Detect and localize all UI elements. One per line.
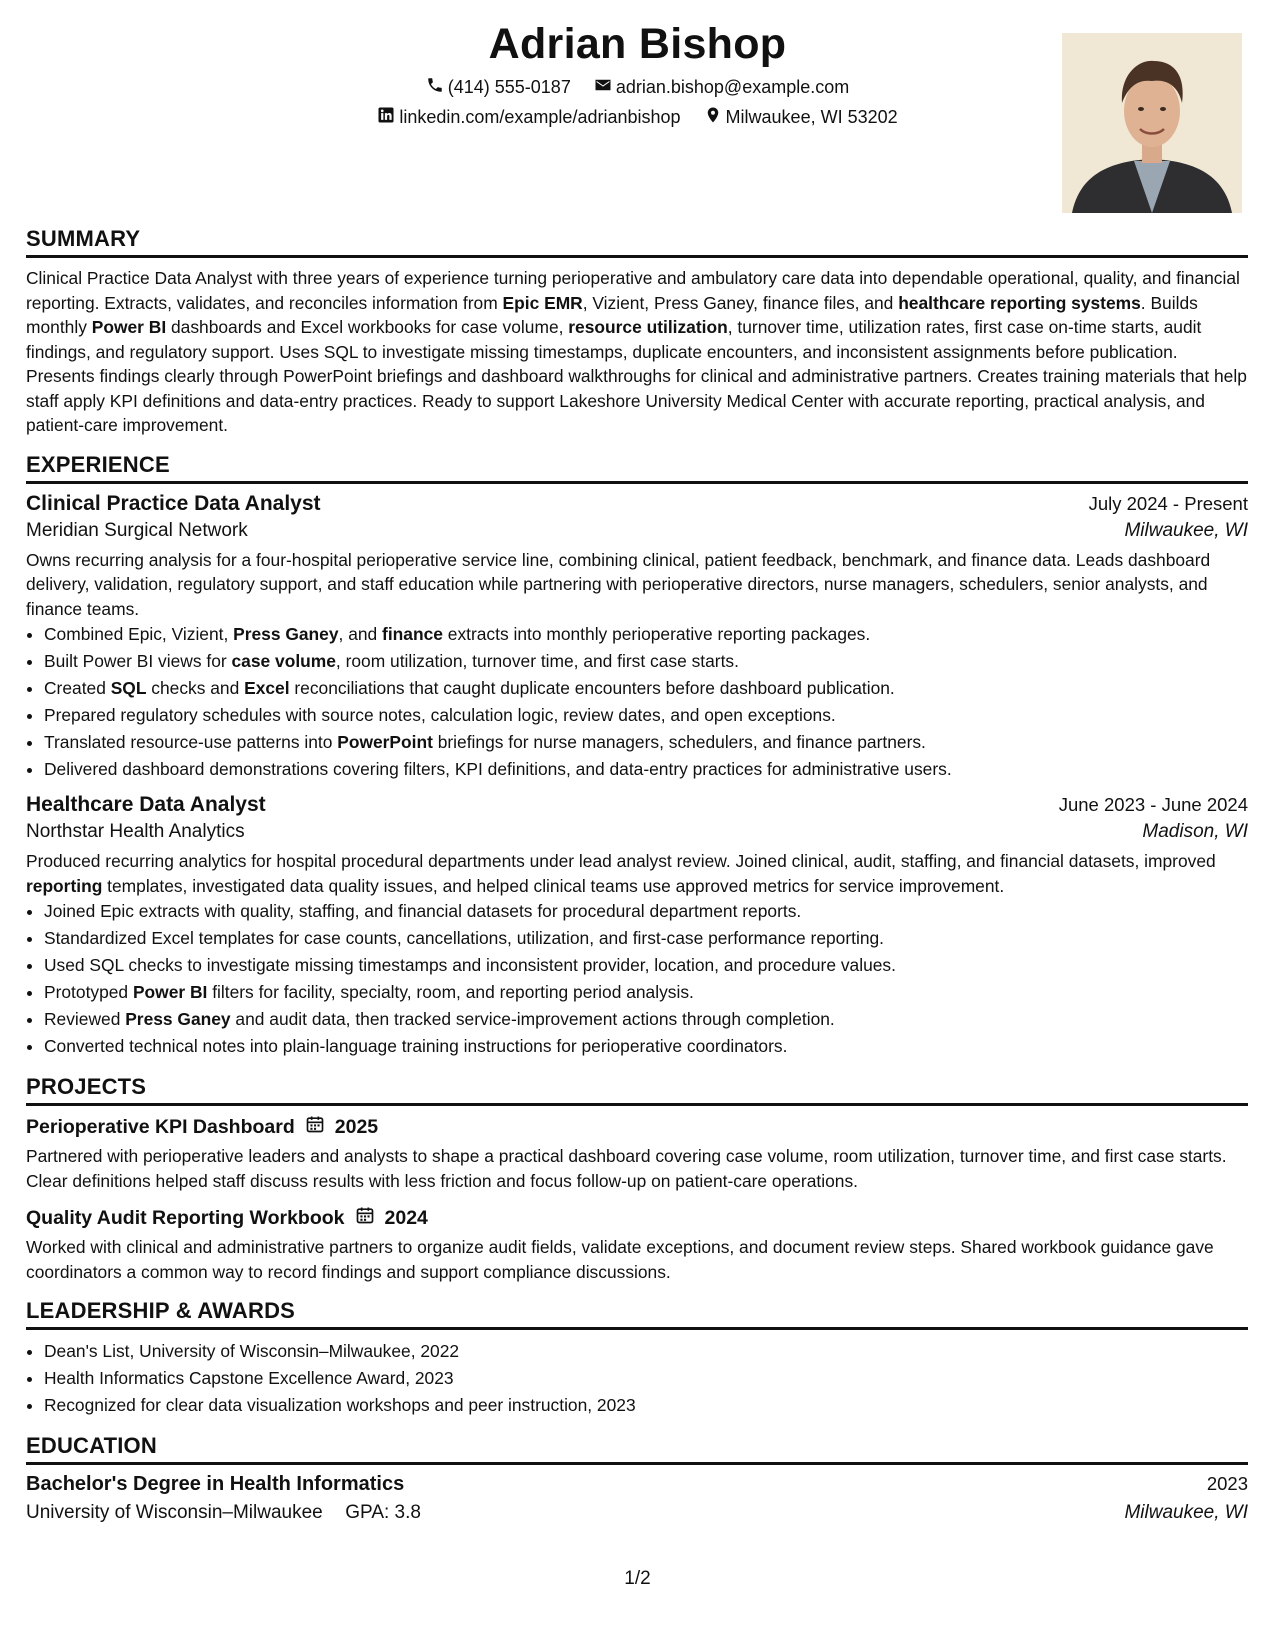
envelope-icon	[594, 76, 612, 99]
text-run: Prepared regulatory schedules with source notes, calculation logic, review dates, and open exceptions.	[44, 705, 836, 725]
bullet-item	[44, 621, 1248, 648]
phone-icon	[426, 76, 444, 99]
bold-text: resource utilization	[568, 317, 728, 337]
candidate-name: Adrian Bishop	[488, 20, 787, 68]
job-bullets	[26, 621, 1248, 783]
email-contact[interactable]	[594, 76, 849, 99]
bold-text: Excel	[244, 678, 290, 698]
award-item: • Dean's List, University of Wisconsin–Milwaukee, 2022	[44, 1338, 1248, 1365]
projects-heading: PROJECTS	[26, 1074, 1248, 1106]
summary-heading: SUMMARY	[26, 226, 1248, 258]
text-run: Delivered dashboard demonstrations covering filters, KPI definitions, and data-entry practices for administrative users.	[44, 759, 952, 779]
summary-section	[26, 226, 1248, 438]
text-run: filters for facility, specialty, room, and reporting period analysis.	[207, 982, 694, 1002]
bold-text: healthcare reporting systems	[898, 292, 1141, 313]
project-description: Worked with clinical and administrative partners to organize audit fields, validate exceptions, and document review steps. Shared workbook guidance gave coordinators a common way to record findings and support compliance discussions.	[26, 1237, 1214, 1282]
job-title: Healthcare Data Analyst	[26, 793, 266, 816]
linkedin-url[interactable]: linkedin.com/example/adrianbishop	[399, 107, 681, 127]
text-run: Created	[44, 678, 111, 698]
bold-text: case volume	[231, 651, 336, 671]
school-name: University of Wisconsin–Milwaukee	[26, 1502, 323, 1523]
project-name: Quality Audit Reporting Workbook	[26, 1206, 345, 1229]
job-description: Owns recurring analysis for a four-hospital perioperative service line, combining clinical, patient feedback, benchmark, and finance data. Leads dashboard delivery, validation, regulatory support, and staff education while partnering with perioperative directors, nurse managers, schedulers, senior analysts, and finance teams.	[26, 549, 1211, 619]
leadership-heading: LEADERSHIP & AWARDS	[26, 1298, 1248, 1330]
text-run: , and	[338, 624, 383, 644]
bold-text: Power BI	[91, 317, 167, 337]
text-run: and audit data, then tracked service-improvement actions through completion.	[230, 1009, 835, 1029]
bullet-item	[44, 675, 1248, 702]
page-number: 1/2	[624, 1568, 651, 1589]
experience-heading: EXPERIENCE	[26, 452, 1248, 484]
text-run: dashboards and Excel workbooks for case volume,	[166, 317, 569, 337]
award-item: • Health Informatics Capstone Excellence Award, 2023	[44, 1365, 1248, 1392]
text-run: Produced recurring analytics for hospital procedural departments under lead analyst review. Joined clinical, audit, staffing, and financial datasets, improved	[26, 851, 1216, 871]
school-location: Milwaukee, WI	[1124, 1502, 1248, 1523]
text-run: checks and	[146, 678, 245, 698]
job-title: Clinical Practice Data Analyst	[26, 491, 321, 515]
resume-header	[0, 0, 1275, 220]
bold-text: finance	[382, 624, 443, 644]
education-heading: EDUCATION	[26, 1433, 1248, 1465]
bold-text: SQL	[110, 678, 147, 698]
job-location: Madison, WI	[1142, 821, 1248, 842]
profile-photo	[1062, 33, 1242, 213]
job-company: Northstar Health Analytics	[26, 821, 245, 842]
text-run: , room utilization, turnover time, and first case starts.	[335, 651, 739, 671]
experience-section	[26, 452, 1248, 1061]
bullet-item	[44, 952, 1248, 979]
bold-text: Press Ganey	[233, 624, 339, 644]
graduation-year: 2023	[1206, 1473, 1248, 1494]
job-location: Milwaukee, WI	[1124, 519, 1248, 541]
calendar-icon	[305, 1114, 325, 1140]
text-run: Joined Epic extracts with quality, staffing, and financial datasets for procedural department reports.	[44, 901, 802, 921]
text-run: Converted technical notes into plain-language training instructions for perioperative coordinators.	[44, 1036, 788, 1056]
bullet-item	[44, 898, 1248, 925]
project-entry	[26, 1205, 1248, 1284]
resume-content	[26, 226, 1248, 1530]
bold-text: Power BI	[132, 982, 208, 1002]
summary-text	[26, 266, 1248, 438]
bold-text: reporting	[26, 875, 103, 896]
text-run: Prototyped	[44, 982, 133, 1002]
calendar-icon	[355, 1205, 375, 1231]
job-entry	[26, 492, 1248, 784]
job-description	[26, 849, 1248, 898]
phone-contact	[426, 76, 571, 99]
award-item: • Recognized for clear data visualization workshops and peer instruction, 2023	[44, 1392, 1248, 1419]
leadership-section	[26, 1298, 1248, 1419]
bullet-item	[44, 756, 1248, 783]
projects-section	[26, 1074, 1248, 1284]
project-name: Perioperative KPI Dashboard	[26, 1115, 295, 1138]
text-run: briefings for nurse managers, schedulers, and finance partners.	[432, 732, 926, 752]
text-run: Combined Epic, Vizient,	[44, 624, 234, 644]
email-address[interactable]: adrian.bishop@example.com	[615, 77, 850, 97]
gpa: GPA: 3.8	[345, 1502, 421, 1523]
bold-text: Epic EMR	[502, 292, 583, 313]
bullet-item	[44, 925, 1248, 952]
text-run: extracts into monthly perioperative reporting packages.	[442, 624, 871, 644]
job-dates: June 2023 - June 2024	[1058, 794, 1248, 815]
job-dates: July 2024 - Present	[1088, 492, 1248, 514]
bullet-item	[44, 1006, 1248, 1033]
text-run: Standardized Excel templates for case counts, cancellations, utilization, and first-case performance reporting.	[44, 928, 885, 948]
bullet-item	[44, 729, 1248, 756]
text-run: . Builds monthly	[26, 292, 1198, 337]
degree-title: Bachelor's Degree in Health Informatics	[26, 1473, 405, 1495]
text-run: , Vizient, Press Ganey, finance files, and	[582, 292, 899, 313]
text-run: reconciliations that caught duplicate encounters before dashboard publication.	[289, 678, 895, 698]
text-run: Translated resource-use patterns into	[44, 732, 338, 752]
project-year: 2025	[334, 1115, 379, 1138]
text-run: Reviewed	[44, 1009, 126, 1029]
phone-number: (414) 555-0187	[447, 77, 571, 97]
location-contact	[704, 106, 898, 129]
text-run: templates, investigated data quality issues, and helped clinical teams use approved metrics for service improvement.	[102, 875, 1005, 896]
linkedin-icon	[377, 106, 395, 129]
bold-text: Press Ganey	[125, 1009, 231, 1029]
text-run: Built Power BI views for	[44, 651, 232, 671]
bullet-item	[44, 1033, 1248, 1060]
map-pin-icon	[704, 106, 722, 129]
bullet-item	[44, 979, 1248, 1006]
text-run: Clinical Practice Data Analyst with three years of experience turning perioperative and ambulatory care data into dependable operational, quality, and financial reporting. Extracts, validates, and reconciles information from	[26, 268, 1240, 313]
education-section	[26, 1433, 1248, 1524]
job-company: Meridian Surgical Network	[26, 519, 248, 541]
project-year: 2024	[384, 1206, 428, 1229]
bullet-item	[44, 702, 1248, 729]
project-entry	[26, 1114, 1248, 1193]
job-bullets	[26, 898, 1248, 1060]
text-run: , turnover time, utilization rates, first case on-time starts, audit findings, and regulatory support. Uses SQL to investigate missing timestamps, duplicate encounters, and inconsistent assignments before publication. Presents findings clearly through PowerPoint briefings and dashboard walkthroughs for clinical and administrative partners. Creates training materials that help staff apply KPI definitions and data-entry practices. Ready to support Lakeshore University Medical Center with accurate reporting, practical analysis, and patient-care improvement.	[26, 317, 1247, 435]
bold-text: PowerPoint	[337, 732, 433, 752]
location-text: Milwaukee, WI 53202	[725, 107, 898, 127]
project-description: Partnered with perioperative leaders and analysts to shape a practical dashboard covering case volume, room utilization, turnover time, and first case starts. Clear definitions helped staff discuss results with less friction and focus follow-up on patient-care operations.	[26, 1146, 1227, 1191]
linkedin-contact[interactable]	[377, 106, 680, 129]
bullet-item	[44, 648, 1248, 675]
text-run: Used SQL checks to investigate missing timestamps and inconsistent provider, location, and procedure values.	[44, 955, 896, 975]
job-entry	[26, 793, 1248, 1060]
